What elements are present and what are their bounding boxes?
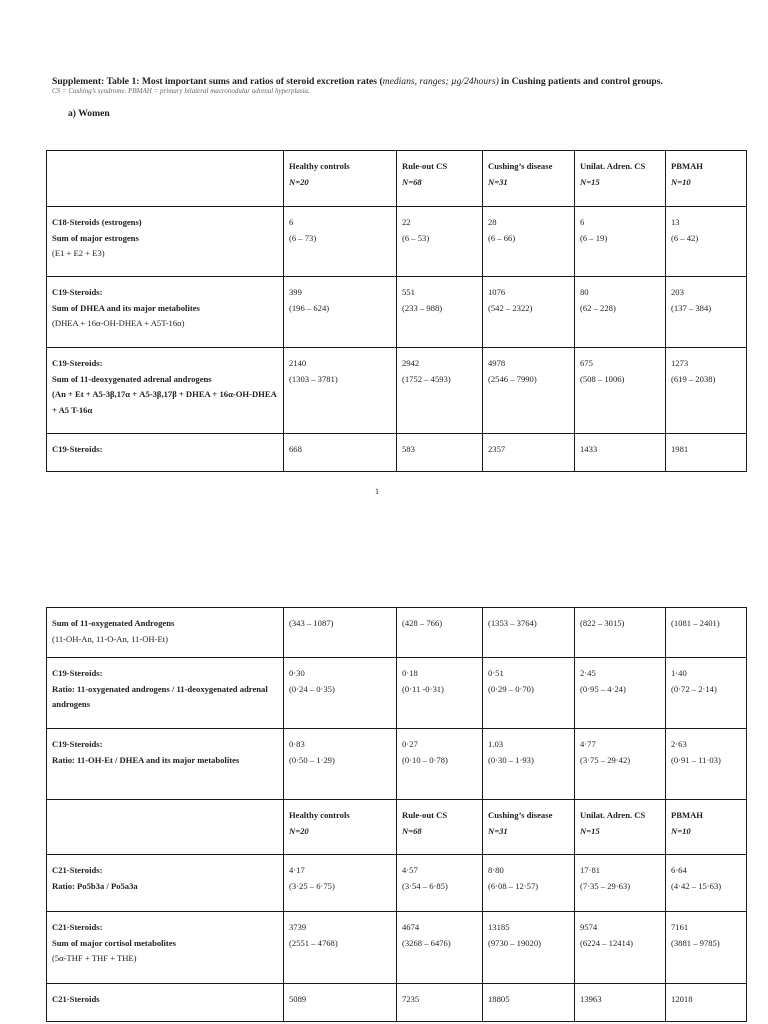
cell-median: (428 – 766)	[402, 618, 443, 628]
cell-range: (3881 – 9785)	[671, 937, 720, 948]
value-cell	[575, 434, 666, 472]
cell-range: (6 – 53)	[402, 232, 430, 243]
header-row	[47, 800, 747, 855]
cell-median: 13963	[580, 994, 602, 1004]
cell-median: (1353 – 3764)	[488, 618, 537, 628]
row-label-cell	[47, 277, 284, 348]
header-cell	[284, 151, 397, 207]
cell-median: 1·40	[671, 668, 687, 678]
row-label-cell	[47, 207, 284, 277]
header-group-n: N=20	[289, 176, 309, 187]
cell-median: 12018	[671, 994, 693, 1004]
row-label-bold: Ratio: Po5b3a / Po5a3a	[52, 880, 138, 891]
header-empty-cell	[47, 800, 284, 855]
table-row	[47, 729, 747, 800]
cell-range: (542 – 2322)	[488, 302, 533, 313]
cell-range: (7·35 – 29·63)	[580, 880, 631, 891]
row-label-bold: C18-Steroids (estrogens)	[52, 217, 142, 227]
value-cell	[575, 658, 666, 729]
value-cell	[666, 277, 747, 348]
row-label-bold: C19-Steroids:	[52, 287, 103, 297]
cell-median: 2·63	[671, 739, 687, 749]
cell-range: (6 – 19)	[580, 232, 608, 243]
cell-median: 13185	[488, 922, 510, 932]
cell-median: 9574	[580, 922, 598, 932]
value-cell	[483, 277, 575, 348]
header-group-n: N=31	[488, 825, 508, 836]
header-group-n: N=68	[402, 825, 422, 836]
cell-median: 4·57	[402, 865, 418, 875]
header-group-n: N=10	[671, 176, 691, 187]
cell-range: (62 – 228)	[580, 302, 616, 313]
cell-range: (6 – 42)	[671, 232, 699, 243]
row-label-cell	[47, 608, 284, 658]
header-group-name: Healthy controls	[289, 810, 350, 820]
cell-range: (3·25 – 6·75)	[289, 880, 335, 891]
value-cell	[284, 348, 397, 434]
cell-median: 7161	[671, 922, 689, 932]
cell-range: (6224 – 12414)	[580, 937, 633, 948]
cell-range: (196 – 624)	[289, 302, 330, 313]
value-cell	[575, 348, 666, 434]
value-cell	[666, 984, 747, 1022]
cell-median: 0·27	[402, 739, 418, 749]
cell-median: 6	[289, 217, 294, 227]
header-cell	[575, 800, 666, 855]
value-cell	[575, 984, 666, 1022]
value-cell	[483, 912, 575, 984]
value-cell	[397, 912, 483, 984]
row-label-cell	[47, 729, 284, 800]
cell-range: (0·29 – 0·70)	[488, 683, 534, 694]
cell-median: 80	[580, 287, 589, 297]
row-label-bold: C19-Steroids:	[52, 739, 103, 749]
cell-median: 675	[580, 358, 593, 368]
cell-median: 6	[580, 217, 585, 227]
value-cell	[483, 434, 575, 472]
cell-range: (0·91 – 11·03)	[671, 754, 721, 765]
header-cell	[397, 151, 483, 207]
header-group-n: N=31	[488, 176, 508, 187]
header-cell	[284, 800, 397, 855]
steroid-table-part2	[46, 607, 747, 1022]
value-cell	[397, 348, 483, 434]
value-cell	[397, 984, 483, 1022]
cell-median: 4674	[402, 922, 420, 932]
header-cell	[483, 800, 575, 855]
table-row	[47, 608, 747, 658]
value-cell	[575, 912, 666, 984]
cell-median: 3739	[289, 922, 307, 932]
value-cell	[575, 855, 666, 912]
cell-range: (9730 – 19020)	[488, 937, 541, 948]
header-group-name: Healthy controls	[289, 161, 350, 171]
cell-range: (4·42 – 15·63)	[671, 880, 722, 891]
table-row	[47, 434, 747, 472]
row-label-bold: C21-Steroids:	[52, 865, 103, 875]
value-cell	[666, 912, 747, 984]
row-label-bold: C19-Steroids:	[52, 358, 103, 368]
header-cell	[483, 151, 575, 207]
value-cell	[575, 608, 666, 658]
row-label-bold: Sum of 11-deoxygenated adrenal androgens	[52, 373, 212, 384]
header-group-name: Unilat. Adren. CS	[580, 161, 646, 171]
table-row	[47, 658, 747, 729]
row-label-bold: Sum of 11-oxygenated Androgens	[52, 618, 175, 628]
cell-range: (6 – 66)	[488, 232, 516, 243]
cell-range: (1303 – 3781)	[289, 373, 338, 384]
row-label-bold: Sum of major estrogens	[52, 232, 139, 243]
value-cell	[397, 434, 483, 472]
row-label-bold: Sum of major cortisol metabolites	[52, 937, 176, 948]
cell-median: 13	[671, 217, 680, 227]
row-label-cell	[47, 855, 284, 912]
cell-range: (3·75 – 29·42)	[580, 754, 631, 765]
cell-median: 583	[402, 444, 415, 454]
header-group-name: Cushing’s disease	[488, 161, 553, 171]
row-label-detail: (E1 + E2 + E3)	[52, 248, 105, 258]
cell-range: (137 – 384)	[671, 302, 712, 313]
value-cell	[666, 608, 747, 658]
cell-range: (2546 – 7990)	[488, 373, 537, 384]
value-cell	[575, 207, 666, 277]
cell-range: (1752 – 4593)	[402, 373, 451, 384]
table-subtitle: CS = Cushing’s syndrome. PBMAH = primary bilateral macronodular adrenal hyperplasia.	[52, 87, 310, 95]
row-label-cell	[47, 434, 284, 472]
cell-median: 1273	[671, 358, 689, 368]
header-group-name: PBMAH	[671, 810, 703, 820]
cell-median: 22	[402, 217, 411, 227]
row-label-cell	[47, 658, 284, 729]
cell-median: 18805	[488, 994, 510, 1004]
row-label-cell	[47, 984, 284, 1022]
table-row	[47, 984, 747, 1022]
header-row	[47, 151, 747, 207]
cell-median: 551	[402, 287, 415, 297]
value-cell	[483, 608, 575, 658]
row-label-cell	[47, 912, 284, 984]
value-cell	[397, 658, 483, 729]
cell-median: 1076	[488, 287, 506, 297]
cell-range: (508 – 1006)	[580, 373, 625, 384]
value-cell	[575, 729, 666, 800]
cell-median: 0·30	[289, 668, 305, 678]
row-label-bold: Ratio: 11-OH-Et / DHEA and its major metabolites	[52, 754, 240, 765]
cell-range: (0·30 – 1·93)	[488, 754, 534, 765]
cell-median: (1081 – 2401)	[671, 618, 720, 628]
cell-range: (3·54 – 6·85)	[402, 880, 448, 891]
value-cell	[483, 207, 575, 277]
cell-median: 1.03	[488, 739, 504, 749]
cell-median: 2357	[488, 444, 506, 454]
cell-median: 0·51	[488, 668, 504, 678]
value-cell	[483, 984, 575, 1022]
cell-median: 17·81	[580, 865, 601, 875]
header-group-name: Cushing’s disease	[488, 810, 553, 820]
value-cell	[666, 729, 747, 800]
row-label-detail: (5α-THF + THF + THE)	[52, 953, 137, 963]
section-heading: a) Women	[68, 108, 110, 119]
cell-median: 0·18	[402, 668, 418, 678]
value-cell	[397, 855, 483, 912]
value-cell	[284, 207, 397, 277]
value-cell	[666, 658, 747, 729]
header-group-name: Unilat. Adren. CS	[580, 810, 646, 820]
header-cell	[666, 800, 747, 855]
table-row	[47, 855, 747, 912]
row-label-bold: C19-Steroids:	[52, 444, 103, 454]
row-label-detail: (11-OH-An, 11-O-An, 11-OH-Et)	[52, 633, 168, 644]
header-group-n: N=68	[402, 176, 422, 187]
table-row	[47, 277, 747, 348]
value-cell	[575, 277, 666, 348]
header-group-n: N=10	[671, 825, 691, 836]
value-cell	[284, 912, 397, 984]
header-group-name: PBMAH	[671, 161, 703, 171]
cell-median: 1981	[671, 444, 689, 454]
cell-median: 668	[289, 444, 302, 454]
page-number: 1	[375, 487, 379, 496]
steroid-table-part1	[46, 150, 747, 472]
cell-median: 2942	[402, 358, 420, 368]
cell-range: (0·24 – 0·35)	[289, 683, 335, 694]
cell-median: 1433	[580, 444, 598, 454]
row-label-bold: (An + Et + A5-3β,17α + A5-3β,17β + DHEA + 16α-OH-DHEA + A5 T-16α	[52, 389, 277, 415]
cell-range: (3268 – 6476)	[402, 937, 451, 948]
cell-range: (6·08 – 12·57)	[488, 880, 539, 891]
cell-median: 7235	[402, 994, 420, 1004]
header-empty-cell	[47, 151, 284, 207]
row-label-bold: Sum of DHEA and its major metabolites	[52, 302, 200, 313]
header-group-n: N=20	[289, 825, 309, 836]
cell-range: (0·50 – 1·29)	[289, 754, 335, 765]
header-group-name: Rule-out CS	[402, 161, 448, 171]
cell-median: 28	[488, 217, 497, 227]
cell-range: (2551 – 4768)	[289, 937, 338, 948]
cell-median: 0·83	[289, 739, 305, 749]
value-cell	[483, 348, 575, 434]
header-cell	[575, 151, 666, 207]
value-cell	[397, 277, 483, 348]
value-cell	[483, 658, 575, 729]
cell-range: (0·11 -0·31)	[402, 683, 444, 694]
cell-median: 5089	[289, 994, 307, 1004]
row-label-detail: (DHEA + 16α-OH-DHEA + A5T-16α)	[52, 318, 185, 328]
header-cell	[397, 800, 483, 855]
row-label-bold: Ratio: 11-oxygenated androgens / 11-deoxygenated adrenal androgens	[52, 683, 268, 709]
cell-median: 4978	[488, 358, 506, 368]
row-label-cell	[47, 348, 284, 434]
value-cell	[483, 855, 575, 912]
cell-median: 8·80	[488, 865, 504, 875]
header-group-n: N=15	[580, 825, 600, 836]
value-cell	[483, 729, 575, 800]
value-cell	[284, 984, 397, 1022]
header-group-name: Rule-out CS	[402, 810, 448, 820]
table-title: Supplement: Table 1: Most important sums and ratios of steroid excretion rates (medians, ranges; µg/24hours) in Cushing patients and control groups.	[52, 76, 663, 87]
cell-range: (0·72 – 2·14)	[671, 683, 717, 694]
row-label-bold: C19-Steroids:	[52, 668, 103, 678]
cell-range: (619 – 2038)	[671, 373, 716, 384]
value-cell	[397, 608, 483, 658]
value-cell	[284, 855, 397, 912]
value-cell	[284, 658, 397, 729]
cell-median: (343 – 1087)	[289, 618, 334, 628]
cell-range: (0·10 – 0·78)	[402, 754, 448, 765]
table-row	[47, 207, 747, 277]
value-cell	[666, 207, 747, 277]
cell-median: 6·64	[671, 865, 687, 875]
value-cell	[397, 729, 483, 800]
cell-range: (6 – 73)	[289, 232, 317, 243]
cell-median: 2140	[289, 358, 307, 368]
value-cell	[666, 855, 747, 912]
value-cell	[284, 434, 397, 472]
table-row	[47, 912, 747, 984]
cell-median: 4·17	[289, 865, 305, 875]
value-cell	[666, 348, 747, 434]
value-cell	[397, 207, 483, 277]
cell-median: (822 – 3015)	[580, 618, 625, 628]
table-row	[47, 348, 747, 434]
value-cell	[284, 277, 397, 348]
cell-range: (0·95 – 4·24)	[580, 683, 626, 694]
cell-median: 399	[289, 287, 302, 297]
value-cell	[284, 608, 397, 658]
row-label-bold: C21-Steroids	[52, 994, 100, 1004]
header-cell	[666, 151, 747, 207]
cell-range: (233 – 988)	[402, 302, 443, 313]
header-group-n: N=15	[580, 176, 600, 187]
cell-median: 4·77	[580, 739, 596, 749]
cell-median: 203	[671, 287, 684, 297]
cell-median: 2·45	[580, 668, 596, 678]
value-cell	[284, 729, 397, 800]
row-label-bold: C21-Steroids:	[52, 922, 103, 932]
value-cell	[666, 434, 747, 472]
